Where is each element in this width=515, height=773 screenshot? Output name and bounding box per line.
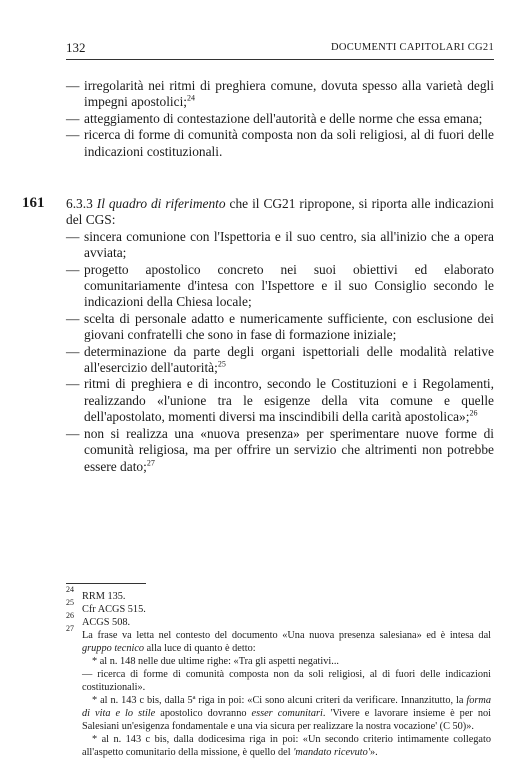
list-item: — progetto apostolico concreto nei suoi obiettivi ed elaborato comunitariamente d'intesa con l'Ispettore e il suo Consiglio secondo le indicazioni della Chiesa locale; (66, 261, 494, 310)
footnotes (66, 585, 492, 759)
section-body (66, 196, 494, 475)
list-item: — non si realizza una «nuova presenza» per sperimentare nuove forme di comunità religiosa, ma per offrire un servizio che altrimenti non potrebbe essere dato;$^{27}$ (66, 425, 494, 474)
list-item: — sincera comunione con l'Ispettoria e il suo centro, sia all'inizio che a opera avviata; (66, 228, 494, 261)
item-text: non si realizza una «nuova presenza» per sperimentare nuove forme di comunità religiosa, ma per offrire un servizio che altrimenti non potrebbe essere dato; (84, 425, 494, 474)
footnote-ref: 25 (217, 359, 226, 369)
footnote-number: 24 (66, 585, 74, 594)
footnote-text: . 'Vivere e lavorare insieme è per noi Salesiani un'esigenza fondamentale e una via sicura per realizzare la nostra vocazione' (C 50)». (82, 708, 491, 732)
list-item: — determinazione da parte degli organi ispettoriali delle modalità relative all'esercizio dell'autorità;$^{25}$ (66, 343, 494, 376)
footnote-number: 25 (66, 598, 74, 607)
footnote-emphasis: 'mandato ricevuto' (293, 747, 370, 758)
heading-number: 6.3.3 (66, 196, 93, 211)
footnote (66, 598, 491, 616)
footnote-emphasis: esser comunitari (251, 708, 323, 719)
section-intro (66, 196, 494, 229)
footnote-sub (66, 733, 491, 759)
footnote-text: apostolico dovranno (160, 708, 247, 719)
footnote-text: * al n. 143 c bis, dalla 5ª riga in poi: «Ci sono alcuni criteri da verificare. Innanzitutto, la (92, 695, 464, 706)
paragraph-number: 161 (22, 195, 45, 211)
footnote-sub (66, 694, 491, 733)
heading-title: Il quadro di riferimento (96, 196, 226, 211)
footnote-ref: 24 (187, 93, 196, 103)
page-number: 132 (66, 40, 86, 55)
footnote-ref: 26 (469, 408, 478, 418)
item-text: determinazione da parte degli organi ispettoriali delle modalità relative all'esercizio dell'autorità; (84, 343, 494, 376)
footnote-text: ACGS 508. (82, 617, 131, 628)
footnote (66, 611, 491, 629)
footnote-text: Cfr ACGS 515. (82, 604, 146, 615)
item-text: scelta di personale adatto e numericamente sufficiente, con esclusione dei giovani confratelli che sono in fase di formazione iniziale; (84, 310, 494, 343)
item-text: sincera comunione con l'Ispettoria e il suo centro, sia all'inizio che a opera avviata; (84, 228, 494, 261)
footnote (66, 624, 491, 655)
page-header (66, 40, 494, 58)
list-item: — atteggiamento di contestazione dell'autorità e delle norme che essa emana; (66, 111, 494, 127)
list-item: — scelta di personale adatto e numericamente sufficiente, con esclusione dei giovani confratelli che sono in fase di formazione iniziale; (66, 310, 494, 343)
footnote (66, 585, 491, 603)
footnote-number: 27 (66, 624, 74, 633)
footnote-number: 26 (66, 611, 74, 620)
footnote-ref: 27 (146, 458, 155, 468)
footnote-text: La frase va letta nel contesto del documento «Una nuova presenza salesiana» ed è intesa dal (82, 630, 491, 641)
footnote-text: * al n. 143 c bis, dalla dodicesima riga in poi: «Un secondo criterio intimamente collegato all'aspetto comunitario della missione, è quello del (82, 734, 491, 758)
footnote-text: alla luce di quanto è detto: (146, 643, 256, 654)
item-text: irregolarità nei ritmi di preghiera comune, dovuta spesso alla varietà degli impegni apostolici; (84, 78, 494, 110)
item-text: ritmi di preghiera e di incontro, secondo le Costituzioni e i Regolamenti, realizzando «l'unione tra le esigenze della vita comune e quelle dell'apostolato, momenti diversi ma inscindibili della carità apostolica»; (84, 376, 494, 425)
item-text: progetto apostolico concreto nei suoi obiettivi ed elaborato comunitariamente d'intesa con l'Ispettore e il suo Consiglio secondo le indicazioni della Chiesa locale; (84, 261, 494, 310)
top-list (66, 78, 494, 160)
footnote-emphasis: gruppo tecnico (82, 643, 145, 654)
intro-text: che il CG21 ripropone, si riporta alle indicazioni del CGS: (66, 196, 494, 228)
footnote-sub: * al n. 148 nelle due ultime righe: «Tra gli aspetti negativi... (92, 656, 339, 667)
footnote-sub: — ricerca di forme di comunità composta non da soli religiosi, al di fuori delle indicazioni costituzionali». (82, 669, 491, 693)
footnote-emphasis: forma di vita e lo stile (82, 695, 492, 719)
item-text: atteggiamento di contestazione dell'autorità e delle norme che essa emana; (84, 110, 483, 126)
list-item: — ricerca di forme di comunità composta non da soli religiosi, al di fuori delle indicazioni costituzionali. (66, 127, 494, 159)
header-rule (66, 59, 494, 60)
footnote-text: RRM 135. (82, 591, 126, 602)
running-title: DOCUMENTI CAPITOLARI CG21 (330, 42, 494, 53)
list-item: — ritmi di preghiera e di incontro, secondo le Costituzioni e i Regolamenti, realizzando «l'unione tra le esigenze della vita comune e quelle dell'apostolato, momenti diversi ma inscindibili della carità apostolica»;$^{26}$ (66, 376, 494, 425)
footnote-text: ». (369, 747, 378, 758)
list-item: — irregolarità nei ritmi di preghiera comune, dovuta spesso alla varietà degli impegni apostolici;$^{24}$ (66, 78, 494, 110)
item-text: ricerca di forme di comunità composta non da soli religiosi, al di fuori delle indicazioni costituzionali. (84, 127, 494, 159)
footnote-rule (66, 583, 146, 584)
